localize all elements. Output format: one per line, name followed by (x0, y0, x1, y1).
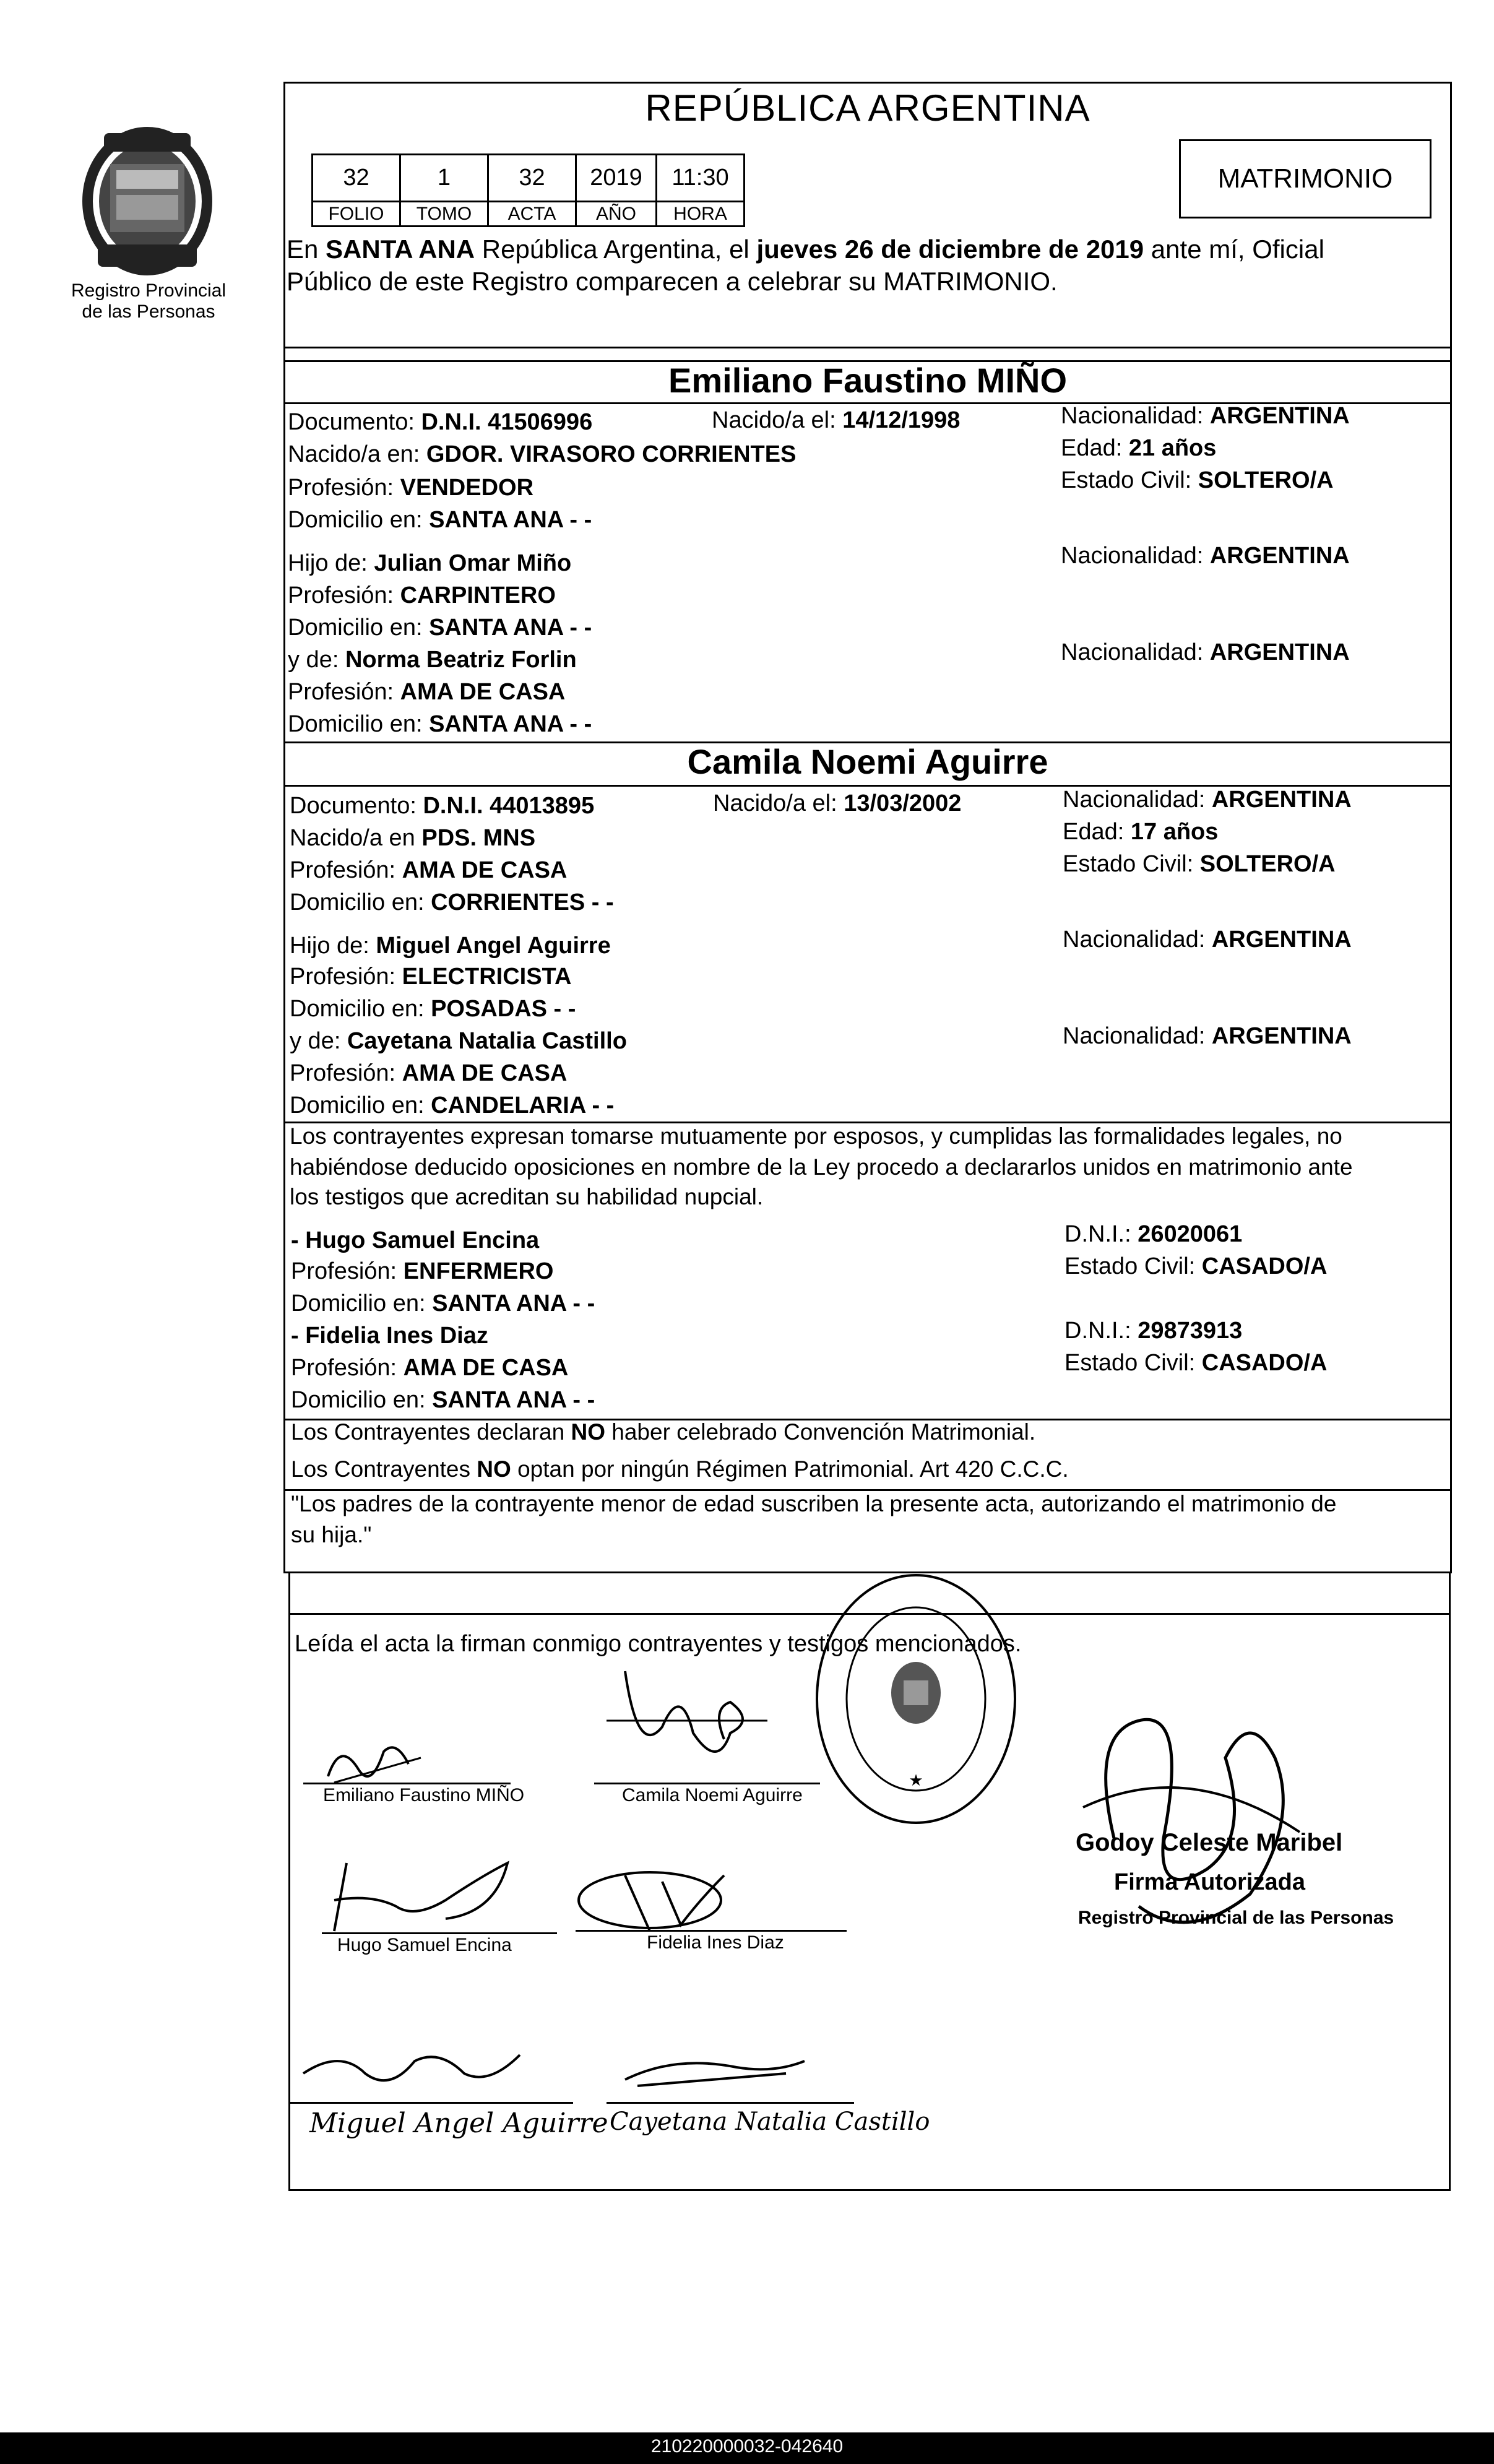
field-value: AMA DE CASA (403, 1355, 569, 1381)
field-value: AMA DE CASA (400, 679, 566, 705)
signature-hugo (322, 1851, 532, 1937)
field-value: ARGENTINA (1211, 1023, 1352, 1049)
field-label: Profesión: (290, 1060, 402, 1086)
field-label: Nacionalidad: (1063, 927, 1212, 953)
signature-cayetana (613, 2049, 817, 2098)
spouse2-father (290, 931, 611, 961)
signature-caption-hugo: Hugo Samuel Encina (337, 1935, 512, 1955)
field-label: Nacido/a el: (713, 790, 844, 816)
handwritten-name-cayetana: Cayetana Natalia Castillo (610, 2107, 930, 2136)
spouse1-age (1061, 433, 1216, 463)
witness1-profession (291, 1256, 553, 1286)
field-label: y de: (290, 1028, 347, 1054)
handwritten-name-miguel: Miguel Angel Aguirre (309, 2107, 608, 2139)
field-value: ARGENTINA (1211, 787, 1352, 813)
field-label: D.N.I.: (1064, 1221, 1138, 1247)
field-value: SOLTERO/A (1198, 467, 1334, 493)
field-label: Nacionalidad: (1061, 543, 1210, 569)
field-label: Estado Civil: (1064, 1253, 1202, 1279)
field-label: Nacido/a en: (288, 441, 426, 467)
witness2-address (291, 1385, 595, 1415)
spouse1-address (288, 505, 592, 535)
stamp-authorized: Firma Autorizada (1114, 1869, 1305, 1895)
spouse1-father-address (288, 613, 592, 642)
spouse2-birthdate (713, 789, 961, 818)
intro-text-b: República Argentina, el (475, 235, 757, 264)
spouse2-profession (290, 855, 567, 885)
field-label: Nacionalidad: (1063, 1023, 1212, 1049)
field-label: Profesión: (288, 582, 400, 608)
field-value: CORRIENTES - - (431, 889, 614, 915)
spouse1-father-nationality (1061, 541, 1350, 571)
field-value: Julian Omar Miño (374, 550, 572, 576)
page-title: REPÚBLICA ARGENTINA (645, 87, 1090, 129)
acta-value: 32 (488, 155, 576, 202)
witness2-profession (291, 1353, 568, 1383)
field-value: CARPINTERO (400, 582, 556, 608)
field-value: 17 años (1130, 819, 1219, 845)
signature-camila (594, 1646, 780, 1783)
signature-line (303, 1783, 511, 1784)
field-label: Domicilio en: (288, 711, 430, 737)
declaration-line-3: los testigos que acreditan su habilidad nupcial. (290, 1184, 764, 1209)
field-value: Cayetana Natalia Castillo (347, 1028, 627, 1054)
anio-value: 2019 (576, 155, 657, 202)
spouse2-document (290, 791, 594, 821)
field-label: Domicilio en: (288, 615, 430, 641)
field-value: CANDELARIA - - (431, 1092, 615, 1118)
field-label: y de: (288, 647, 345, 673)
signature-caption-emiliano: Emiliano Faustino MIÑO (323, 1785, 525, 1805)
tomo-label: TOMO (400, 202, 488, 227)
field-label: Edad: (1061, 435, 1129, 461)
signature-line (288, 2102, 573, 2104)
spouse2-mother-address (290, 1091, 614, 1120)
signature-line (322, 1932, 557, 1934)
regime-no: NO (571, 1419, 605, 1445)
spouse1-mother-address (288, 709, 592, 739)
field-label: Domicilio en: (290, 889, 431, 915)
field-value: 21 años (1128, 435, 1217, 461)
witness1-civil-status (1064, 1251, 1327, 1281)
tomo-value: 1 (400, 155, 488, 202)
signature-line (594, 1783, 820, 1784)
signature-fidelia (576, 1863, 761, 1937)
field-label: Profesión: (290, 857, 402, 883)
field-label: Domicilio en: (291, 1290, 433, 1316)
folio-value: 32 (313, 155, 400, 202)
regime-text: Los Contrayentes declaran (291, 1419, 571, 1445)
witness2-name: - Fidelia Ines Diaz (291, 1323, 488, 1349)
intro-line-1 (287, 234, 1324, 265)
field-value: Miguel Angel Aguirre (376, 933, 611, 959)
field-value: SANTA ANA - - (429, 711, 592, 737)
field-value: SANTA ANA - - (432, 1387, 595, 1413)
field-label: Profesión: (290, 964, 402, 990)
hora-value: 11:30 (657, 155, 745, 202)
witness2-dni (1064, 1316, 1242, 1346)
stamp-registry: Registro Provincial de las Personas (1078, 1908, 1394, 1928)
official-signature (1064, 1684, 1399, 1943)
emblem-caption-line1: Registro Provincial (71, 280, 227, 301)
field-value: PDS. MNS (421, 825, 536, 851)
field-value: SANTA ANA - - (429, 615, 592, 641)
signature-line (607, 2102, 854, 2104)
hora-label: HORA (657, 202, 745, 227)
field-value: POSADAS - - (431, 996, 576, 1022)
anio-label: AÑO (576, 202, 657, 227)
field-value: ARGENTINA (1209, 639, 1350, 665)
witness1-name: - Hugo Samuel Encina (291, 1227, 540, 1253)
field-label: Nacionalidad: (1061, 639, 1210, 665)
declaration-line-1: Los contrayentes expresan tomarse mutuamente por esposos, y cumplidas las formalidades legales, no (290, 1123, 1342, 1149)
spouse2-mother (290, 1026, 627, 1056)
field-label: D.N.I.: (1064, 1318, 1138, 1344)
regime-text: haber celebrado Convención Matrimonial. (605, 1419, 1036, 1445)
field-label: Nacionalidad: (1061, 403, 1210, 429)
field-label: Estado Civil: (1063, 851, 1200, 877)
spouse1-mother-profession (288, 677, 565, 707)
folio-label: FOLIO (313, 202, 400, 227)
spouse1-mother-nationality (1061, 638, 1350, 667)
field-label: Documento: (290, 793, 423, 819)
field-label: Estado Civil: (1061, 467, 1198, 493)
spouse2-mother-profession (290, 1058, 567, 1088)
regime-line-2 (291, 1455, 1069, 1484)
field-label: Edad: (1063, 819, 1131, 845)
field-label: Nacido/a el: (712, 407, 843, 433)
field-value: GDOR. VIRASORO CORRIENTES (426, 441, 797, 467)
field-label: Estado Civil: (1064, 1350, 1202, 1376)
field-label: Profesión: (291, 1258, 404, 1284)
field-label: Profesión: (291, 1355, 404, 1381)
field-label: Profesión: (288, 679, 400, 705)
spouse2-father-profession (290, 962, 571, 992)
spouse2-father-address (290, 994, 576, 1024)
regime-text: Los Contrayentes (291, 1456, 477, 1482)
spouse2-birthplace (290, 823, 535, 853)
regime-no: NO (477, 1456, 511, 1482)
spouse1-name: Emiliano Faustino MIÑO (668, 361, 1068, 400)
field-value: SANTA ANA - - (432, 1290, 595, 1316)
field-label: Hijo de: (288, 550, 374, 576)
spouse2-father-nationality (1063, 925, 1352, 954)
witness1-address (291, 1289, 595, 1318)
field-label: Nacido/a en (290, 825, 422, 851)
field-value: VENDEDOR (400, 475, 534, 501)
signature-miguel (291, 2043, 526, 2098)
spouse1-document (288, 407, 592, 437)
field-label: Hijo de: (290, 933, 376, 959)
field-value: Norma Beatriz Forlin (345, 647, 577, 673)
field-value: SANTA ANA - - (429, 507, 592, 533)
intro-line-2: Público de este Registro comparecen a celebrar su MATRIMONIO. (287, 267, 1058, 296)
field-value: ENFERMERO (403, 1258, 554, 1284)
intro-place: SANTA ANA (326, 235, 475, 264)
spouse1-civil-status (1061, 465, 1334, 495)
emblem-caption-line2: de las Personas (82, 301, 215, 322)
spouse2-age (1063, 817, 1218, 847)
field-value: 29873913 (1138, 1318, 1243, 1344)
field-value: SOLTERO/A (1199, 851, 1336, 877)
field-label: Profesión: (288, 475, 400, 501)
stamp-official-name: Godoy Celeste Maribel (1076, 1829, 1343, 1856)
parents-note-line-1: "Los padres de la contrayente menor de edad suscriben la presente acta, autorizando el matrimonio de (291, 1491, 1337, 1516)
field-value: ARGENTINA (1211, 927, 1352, 953)
field-label: Documento: (288, 409, 421, 435)
spouse2-name: Camila Noemi Aguirre (687, 742, 1048, 781)
field-value: 14/12/1998 (842, 407, 961, 433)
field-value: ARGENTINA (1209, 403, 1350, 429)
emblem-caption (53, 280, 244, 322)
field-value: ARGENTINA (1209, 543, 1350, 569)
field-label: Domicilio en: (291, 1387, 433, 1413)
spouse2-civil-status (1063, 849, 1336, 879)
field-value: ELECTRICISTA (402, 964, 572, 990)
folio-table (311, 153, 745, 227)
act-type-box: MATRIMONIO (1179, 139, 1431, 218)
field-value: 26020061 (1138, 1221, 1243, 1247)
spouse1-nationality (1061, 401, 1350, 431)
field-label: Domicilio en: (290, 1092, 431, 1118)
intro-text-a: En (287, 235, 326, 264)
delegation-round-seal (811, 1569, 1021, 1829)
regime-text: optan por ningún Régimen Patrimonial. Art 420 C.C.C. (511, 1456, 1069, 1482)
intro-date: jueves 26 de diciembre de 2019 (756, 235, 1144, 264)
parents-note-line-2: su hija." (291, 1522, 372, 1547)
field-value: D.N.I. 44013895 (423, 793, 595, 819)
field-value: 13/03/2002 (844, 790, 962, 816)
acta-label: ACTA (488, 202, 576, 227)
spouse1-mother (288, 645, 577, 675)
field-label: Domicilio en: (290, 996, 431, 1022)
spouse1-father (288, 548, 571, 578)
closing-text: Leída el acta la firman conmigo contrayentes y testigos mencionados. (295, 1631, 1022, 1657)
witness1-dni (1064, 1219, 1242, 1249)
divider (283, 347, 1452, 348)
svg-text:★: ★ (909, 1771, 923, 1790)
spouse1-profession (288, 473, 533, 503)
field-label: Domicilio en: (288, 507, 430, 533)
signature-caption-fidelia: Fidelia Ines Diaz (647, 1932, 784, 1953)
regime-line-1 (291, 1417, 1035, 1447)
field-value: AMA DE CASA (402, 857, 568, 883)
declaration-line-2: habiéndose deducido oposiciones en nombre de la Ley procedo a declararlos unidos en matrimonio ante (290, 1154, 1353, 1180)
spouse2-nationality (1063, 785, 1352, 815)
signature-line (576, 1930, 847, 1932)
field-value: CASADO/A (1201, 1350, 1328, 1376)
spouse2-mother-nationality (1063, 1021, 1352, 1051)
provincia-seal-emblem (73, 121, 222, 282)
spouse1-birthplace (288, 439, 796, 469)
spouse2-address (290, 888, 614, 917)
spouse1-father-profession (288, 581, 556, 610)
field-value: CASADO/A (1201, 1253, 1328, 1279)
intro-text-c: ante mí, Oficial (1144, 235, 1324, 264)
witness2-civil-status (1064, 1348, 1327, 1378)
signature-caption-camila: Camila Noemi Aguirre (622, 1785, 803, 1805)
document-id: 210220000032-042640 (650, 2436, 844, 2457)
field-value: AMA DE CASA (402, 1060, 568, 1086)
field-label: Nacionalidad: (1063, 787, 1212, 813)
field-value: D.N.I. 41506996 (421, 409, 593, 435)
spouse1-birthdate (712, 405, 960, 435)
